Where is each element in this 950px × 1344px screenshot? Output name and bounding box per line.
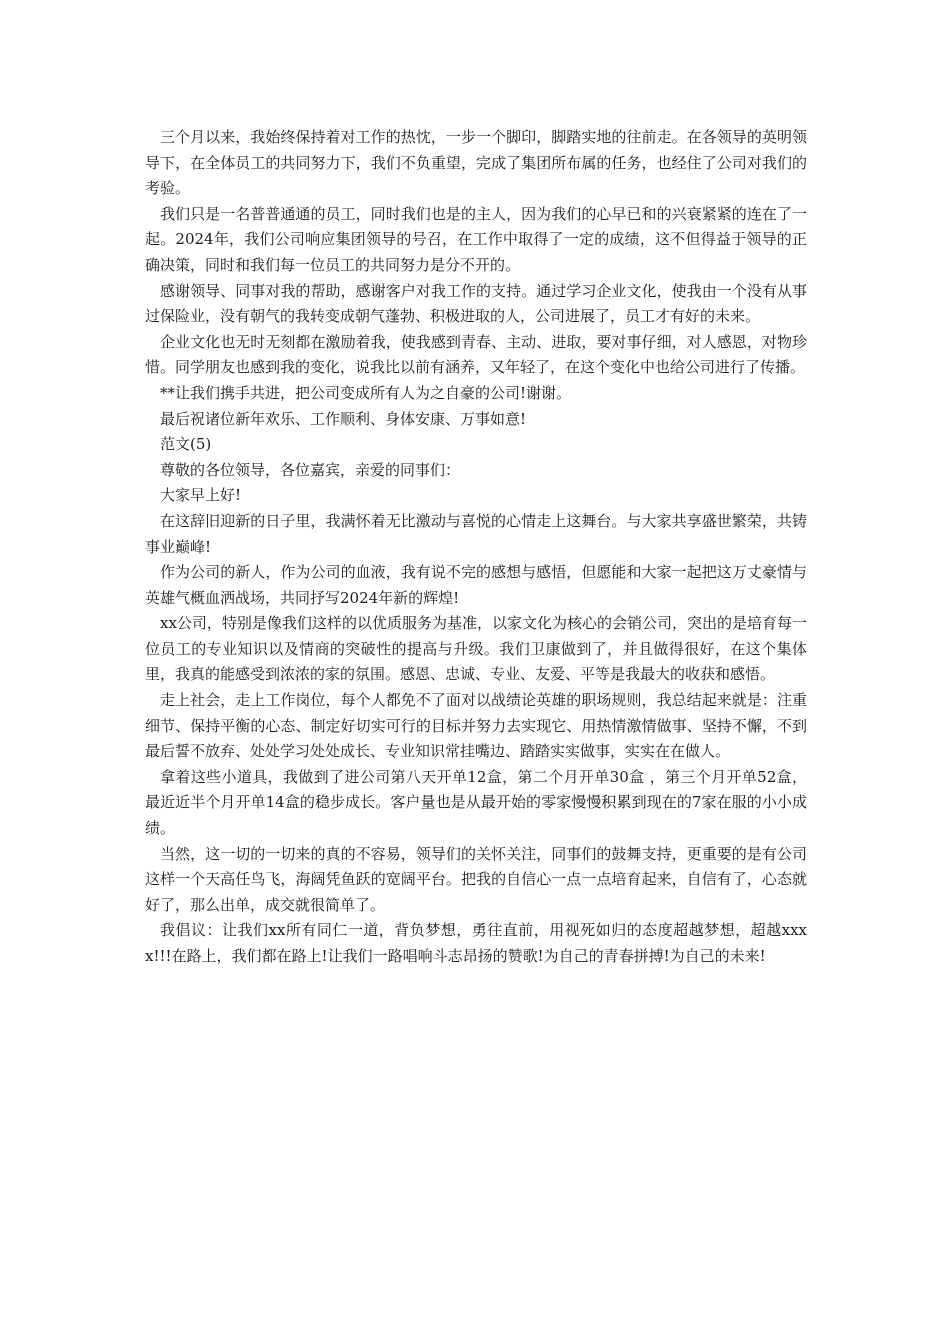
paragraph: 我们只是一名普普通通的员工，同时我们也是的主人，因为我们的心早已和的兴衰紧紧的连在了一起。2024年，我们公司响应集团领导的号召，在工作中取得了一定的成绩，这不但得益于领导的正确决策，同时和我们每一位员工的共同努力是分不开的。 <box>145 204 807 274</box>
paragraph: 我倡议：让我们xx所有同仁一道，背负梦想，勇往直前，用视死如归的态度超越梦想，超越xxxx!!!在路上，我们都在路上!让我们一路唱响斗志昂扬的赞歌!为自己的青春拼搏!为自己的未来! <box>145 921 807 965</box>
paragraph: 最后祝诸位新年欢乐、工作顺利、身体安康、万事如意! <box>160 409 527 428</box>
greeting: 大家早上好! <box>160 486 242 505</box>
paragraph: 走上社会，走上工作岗位，每个人都免不了面对以战绩论英雄的职场规则，我总结起来就是：注重细节、保持平衡的心态、制定好切实可行的目标并努力去实现它、用热情激情做事、坚持不懈，不到最后誓不放弃、处处学习处处成长、专业知识常挂嘴边、踏踏实实做事，实实在在做人。 <box>145 691 807 761</box>
paragraph: xx公司，特别是像我们这样的以优质服务为基准，以家文化为核心的会销公司，突出的是培育每一位员工的专业知识以及情商的突破性的提高与升级。我们卫康做到了，并且做得很好，在这个集体里，我真的能感受到浓浓的家的氛围。感恩、忠诚、专业、友爱、平等是我最大的收获和感悟。 <box>145 614 807 684</box>
salutation: 尊敬的各位领导，各位嘉宾，亲爱的同事们： <box>160 460 461 479</box>
paragraph: 感谢领导、同事对我的帮助，感谢客户对我工作的支持。通过学习企业文化，使我由一个没有从事过保险业，没有朝气的我转变成朝气蓬勃、积极进取的人，公司进展了，员工才有好的未来。 <box>145 281 807 326</box>
paragraph: 三个月以来，我始终保持着对工作的热忱，一步一个脚印，脚踏实地的往前走。在各领导的英明领导下，在全体员工的共同努力下，我们不负重望，完成了集团所布属的任务，也经住了公司对我们的考验。 <box>145 128 807 198</box>
paragraph: 企业文化也无时无刻都在激励着我，使我感到青春、主动、进取，要对事仔细，对人感恩，对物珍惜。同学朋友也感到我的变化，说我比以前有涵养，又年轻了，在这个变化中也给公司进行了传播。 <box>145 332 807 377</box>
paragraph: 拿着这些小道具，我做到了进公司第八天开单12盒，第二个月开单30盒 ，第三个月开单52盒，最近近半个月开单14盒的稳步成长。客户量也是从最开始的零家慢慢积累到现在的7家在服的小小成绩。 <box>145 767 807 838</box>
paragraph: 当然，这一切的一切来的真的不容易，领导们的关怀关注，同事们的鼓舞支持，更重要的是有公司这样一个天高任鸟飞，海阔凭鱼跃的宽阔平台。把我的自信心一点一点培育起来，自信有了，心态就好了，那么出单，成交就很简单了。 <box>145 844 807 914</box>
paragraph: 作为公司的新人，作为公司的血液，我有说不完的感想与感悟，但愿能和大家一起把这万丈豪情与英雄气概血洒战场，共同抒写2024年新的辉煌! <box>145 563 807 607</box>
paragraph: **让我们携手共进，把公司变成所有人为之自豪的公司!谢谢。 <box>160 383 572 402</box>
document-body <box>145 125 807 970</box>
section-heading: 范文(5) <box>160 435 212 454</box>
paragraph: 在这辞旧迎新的日子里，我满怀着无比激动与喜悦的心情走上这舞台。与大家共享盛世繁荣，共铸事业巅峰! <box>145 511 807 556</box>
